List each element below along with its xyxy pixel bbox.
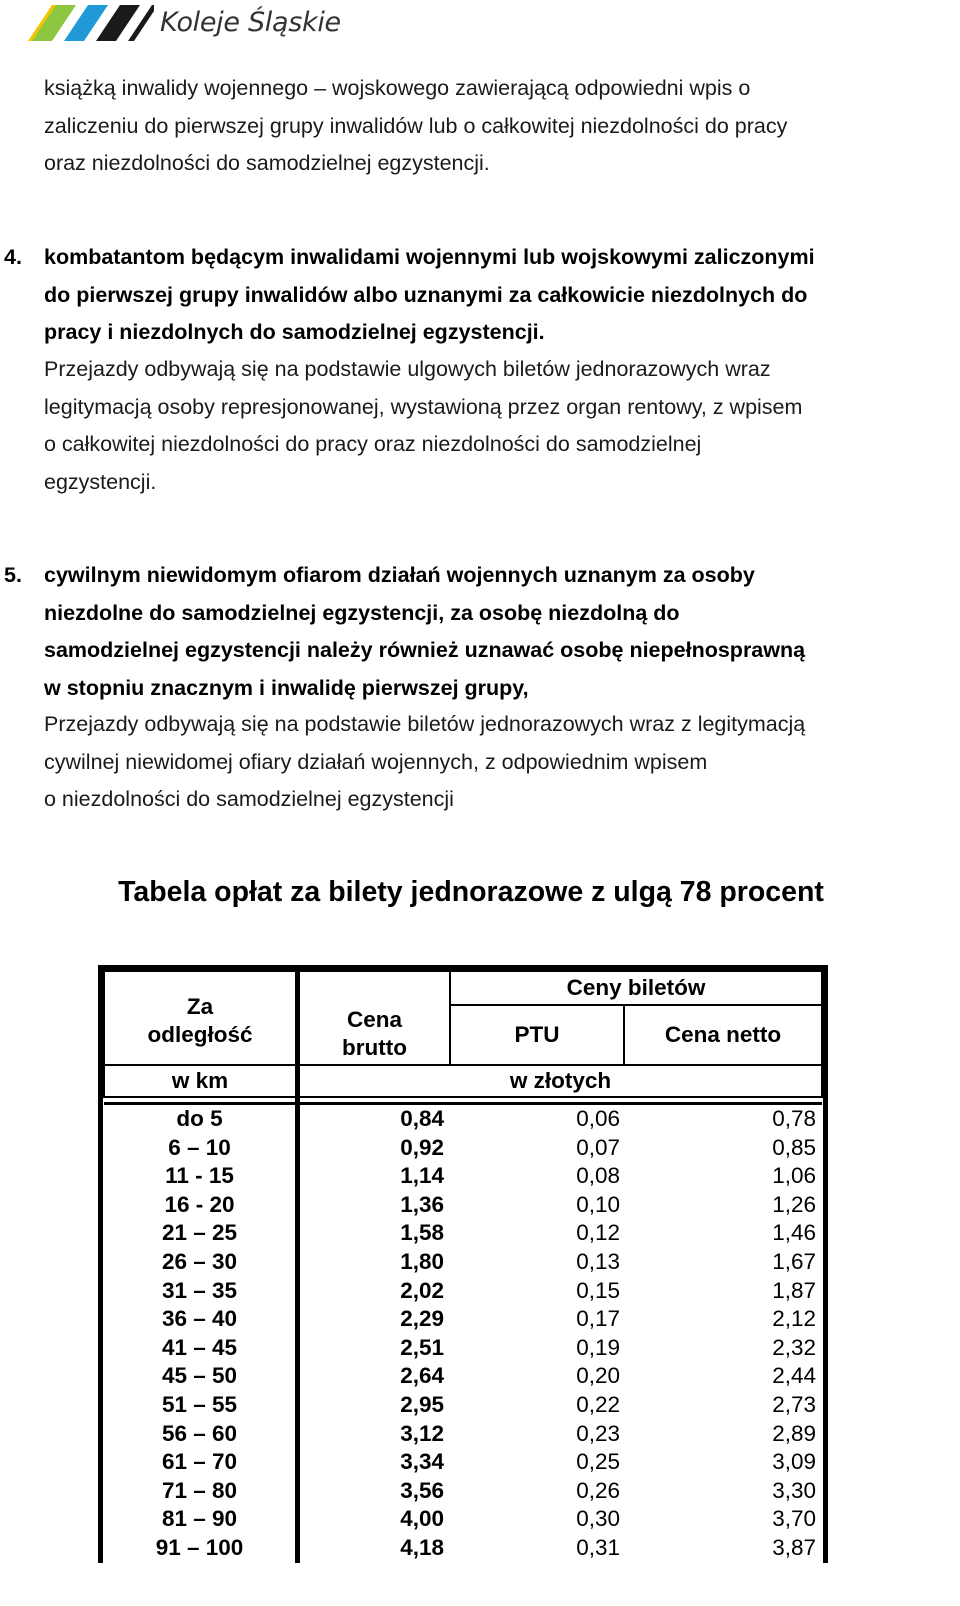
cell-ptu: 0,31	[576, 1534, 620, 1560]
cell-netto: 3,09	[772, 1449, 816, 1475]
cell-distance: 51 – 55	[104, 1391, 298, 1420]
table-row	[104, 1334, 822, 1363]
header-distance-line1: Za	[186, 994, 214, 1019]
cell-distance: 45 – 50	[104, 1362, 298, 1391]
header-brutto-line2: brutto	[342, 1035, 407, 1060]
text-line: w stopniu znacznym i inwalidę pierwszej grupy,	[44, 675, 529, 700]
cell-brutto: 0,92	[400, 1134, 444, 1160]
table-row	[104, 1248, 822, 1277]
text-line: pracy i niezdolnych do samodzielnej egzystencji.	[44, 320, 545, 344]
cell-ptu: 0,22	[576, 1391, 620, 1417]
cell-distance: 41 – 45	[104, 1334, 298, 1363]
item-number: 5.	[4, 563, 22, 587]
item-4-body	[44, 351, 944, 501]
text-line: o całkowitej niezdolności do pracy oraz niezdolności do samodzielnej	[44, 432, 702, 456]
cell-netto: 2,44	[772, 1363, 816, 1389]
cell-distance: 81 – 90	[104, 1505, 298, 1534]
cell-netto: 1,67	[772, 1248, 816, 1274]
cell-distance: 61 – 70	[104, 1448, 298, 1477]
cell-distance: 31 – 35	[104, 1277, 298, 1306]
table-row	[104, 1534, 822, 1563]
item-number: 4.	[4, 245, 22, 269]
cell-netto: 2,12	[772, 1306, 816, 1332]
text-line: legitymacją osoby represjonowanej, wystawioną przez organ rentowy, z wpisem	[44, 394, 803, 419]
item-5-heading	[4, 557, 944, 707]
cell-ptu: 0,15	[576, 1277, 620, 1303]
table-row	[104, 1104, 822, 1134]
intro-paragraph	[44, 70, 944, 183]
cell-netto: 3,30	[772, 1477, 816, 1503]
text-line: kombatantom będącym inwalidami wojennymi lub wojskowymi zaliczonymi	[44, 245, 815, 269]
cell-ptu: 0,23	[576, 1420, 620, 1446]
cell-ptu: 0,26	[576, 1477, 620, 1503]
cell-distance: 71 – 80	[104, 1477, 298, 1506]
cell-netto: 3,70	[772, 1506, 816, 1532]
table-row	[104, 1391, 822, 1420]
cell-netto: 2,73	[772, 1391, 816, 1417]
cell-netto: 1,06	[772, 1163, 816, 1189]
table-row	[104, 1191, 822, 1220]
cell-netto: 1,87	[772, 1277, 816, 1303]
cell-ptu: 0,07	[576, 1134, 620, 1160]
header-brutto	[298, 971, 451, 1065]
text-line: Przejazdy odbywają się na podstawie biletów jednorazowych wraz z legitymacją	[44, 712, 806, 736]
cell-brutto: 3,56	[400, 1477, 444, 1503]
text-line: Przejazdy odbywają się na podstawie ulgowych biletów jednorazowych wraz	[44, 357, 771, 381]
cell-ptu: 0,13	[576, 1248, 620, 1274]
cell-ptu: 0,20	[576, 1363, 620, 1389]
cell-netto: 2,32	[772, 1334, 816, 1360]
cell-netto: 1,46	[772, 1220, 816, 1246]
header-ptu: PTU	[450, 1005, 624, 1065]
cell-brutto: 3,34	[400, 1449, 444, 1475]
cell-distance: 11 - 15	[104, 1162, 298, 1191]
table-row	[104, 1505, 822, 1534]
header-netto: Cena netto	[624, 1005, 822, 1065]
text-line: oraz niezdolności do samodzielnej egzystencji.	[44, 151, 490, 175]
cell-distance: 26 – 30	[104, 1248, 298, 1277]
header-distance	[104, 971, 298, 1065]
header-distance-line2: odległość	[147, 1022, 253, 1047]
cell-ptu: 0,19	[576, 1334, 620, 1360]
cell-netto: 3,87	[772, 1534, 816, 1560]
table-row	[104, 1162, 822, 1191]
header-prices-unit: w złotych	[298, 1065, 823, 1097]
text-line: niezdolne do samodzielnej egzystencji, za osobę niezdolną do	[44, 600, 680, 625]
cell-brutto: 2,29	[400, 1306, 444, 1332]
item-5-body	[44, 706, 944, 819]
cell-ptu: 0,30	[576, 1506, 620, 1532]
text-line: książką inwalidy wojennego – wojskowego zawierającą odpowiedni wpis o	[44, 76, 751, 100]
cell-ptu: 0,12	[576, 1220, 620, 1246]
cell-ptu: 0,06	[576, 1106, 620, 1131]
logo-text: Koleje Śląskie	[160, 7, 341, 38]
cell-distance: 56 – 60	[104, 1420, 298, 1449]
cell-brutto: 2,51	[400, 1334, 444, 1360]
cell-brutto: 2,64	[400, 1363, 444, 1389]
text-line: cywilnej niewidomej ofiary działań wojennych, z odpowiednim wpisem	[44, 749, 708, 774]
text-line: cywilnym niewidomym ofiarom działań wojennych uznanym za osoby	[44, 563, 755, 587]
table-title: Tabela opłat za bilety jednorazowe z ulgą 78 procent	[118, 876, 824, 908]
table-row	[104, 1134, 822, 1163]
cell-distance: 16 - 20	[104, 1191, 298, 1220]
cell-brutto: 4,00	[400, 1506, 444, 1532]
cell-distance: 21 – 25	[104, 1219, 298, 1248]
cell-distance: 36 – 40	[104, 1305, 298, 1334]
cell-brutto: 1,36	[400, 1191, 444, 1217]
cell-distance: 91 – 100	[104, 1534, 298, 1563]
header-distance-unit: w km	[104, 1065, 298, 1097]
table-row	[104, 1477, 822, 1506]
fare-table	[98, 965, 828, 1563]
text-line: o niezdolności do samodzielnej egzystencji	[44, 787, 454, 811]
table-row	[104, 1448, 822, 1477]
cell-brutto: 1,80	[400, 1248, 444, 1274]
logo-stripes-icon	[28, 5, 154, 41]
text-line: egzystencji.	[44, 469, 157, 494]
cell-netto: 0,85	[772, 1134, 816, 1160]
text-line: zaliczeniu do pierwszej grupy inwalidów lub o całkowitej niezdolności do pracy	[44, 113, 788, 138]
cell-ptu: 0,08	[576, 1163, 620, 1189]
header-brutto-line1: Cena	[346, 1007, 403, 1032]
table-row	[104, 1277, 822, 1306]
text-line: samodzielnej egzystencji należy również uznawać osobę niepełnosprawną	[44, 638, 806, 662]
cell-brutto: 1,14	[400, 1163, 444, 1189]
table-row	[104, 1420, 822, 1449]
table-row	[104, 1219, 822, 1248]
text-line: do pierwszej grupy inwalidów albo uznanymi za całkowicie niezdolnych do	[44, 282, 808, 307]
cell-brutto: 0,84	[400, 1106, 444, 1131]
cell-brutto: 4,18	[400, 1534, 444, 1560]
cell-brutto: 3,12	[400, 1420, 444, 1446]
cell-distance: do 5	[104, 1104, 298, 1134]
cell-brutto: 2,95	[400, 1391, 444, 1417]
table-row	[104, 1305, 822, 1334]
cell-brutto: 2,02	[400, 1277, 444, 1303]
header-prices-group: Ceny biletów	[450, 971, 822, 1005]
brand-logo	[28, 4, 341, 42]
cell-distance: 6 – 10	[104, 1134, 298, 1163]
item-4-heading	[4, 239, 944, 352]
cell-netto: 2,89	[772, 1420, 816, 1446]
cell-ptu: 0,10	[576, 1191, 620, 1217]
cell-ptu: 0,17	[576, 1306, 620, 1332]
cell-brutto: 1,58	[400, 1220, 444, 1246]
cell-ptu: 0,25	[576, 1449, 620, 1475]
cell-netto: 0,78	[772, 1106, 816, 1131]
table-row	[104, 1362, 822, 1391]
cell-netto: 1,26	[772, 1191, 816, 1217]
